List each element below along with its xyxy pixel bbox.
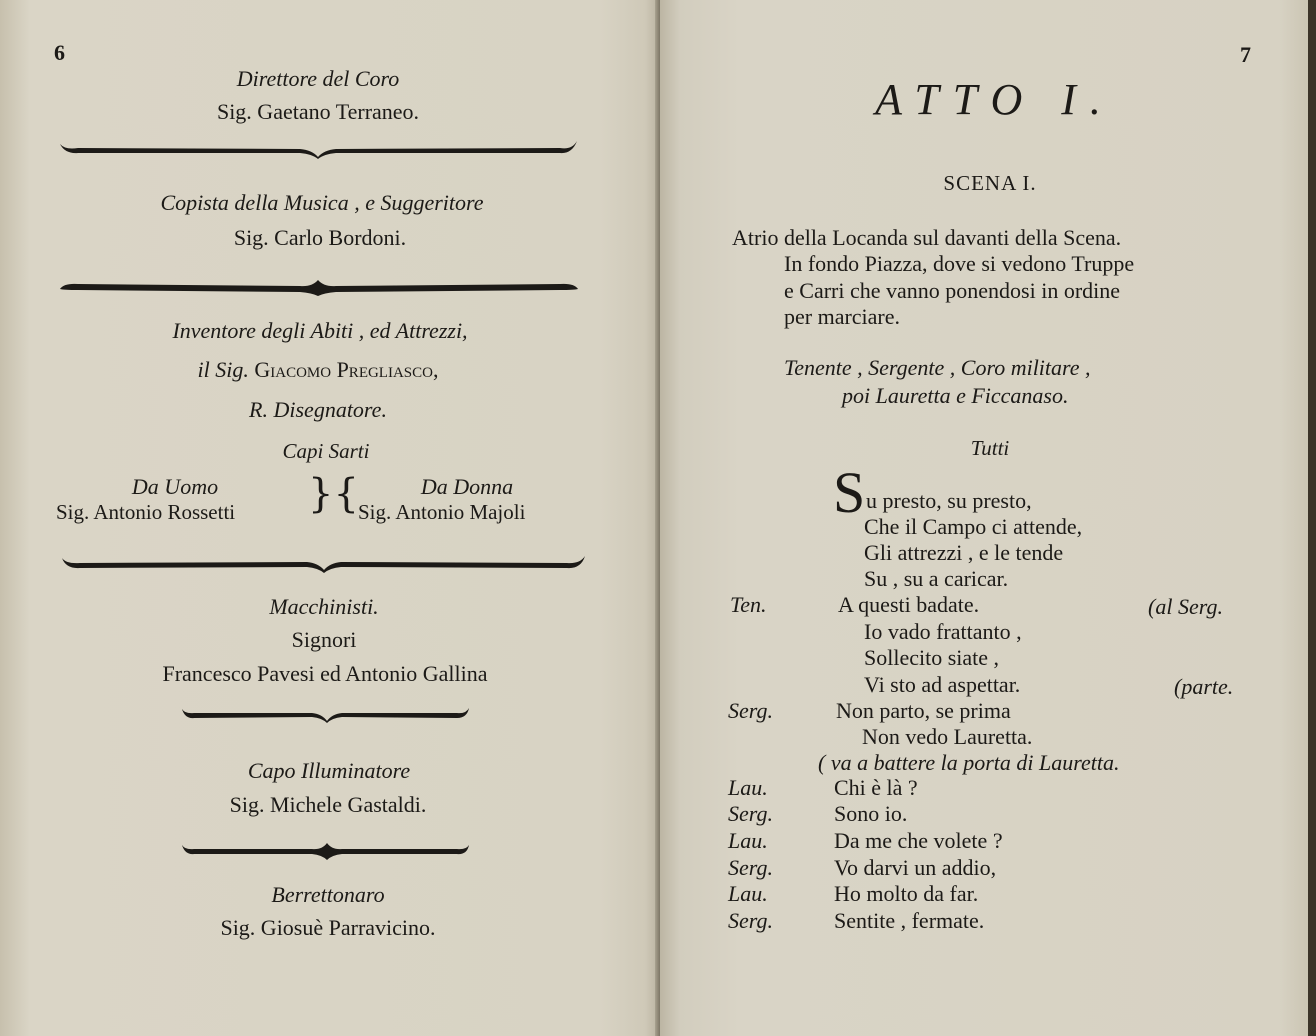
berrettonaro-role: Berrettonaro: [271, 882, 385, 907]
speaker-label: Lau.: [728, 775, 768, 800]
capi-sarti-uomo-name: Sig. Antonio Rossetti: [56, 500, 236, 524]
stage-direction: (al Serg.: [1148, 594, 1223, 619]
stage-direction: (parte.: [1174, 674, 1234, 699]
dialogue-line: Da me che volete ?: [834, 828, 1003, 853]
ornament-rule: [182, 703, 472, 725]
characters-line: Tenente , Sergente , Coro militare ,: [784, 355, 1091, 380]
verse-line: Che il Campo ci attende,: [864, 514, 1083, 539]
setting-line: e Carri che vanno ponendosi in ordine: [784, 278, 1121, 303]
inventore-role: Inventore degli Abiti , ed Attrezzi,: [172, 318, 468, 343]
setting-line: Atrio della Locanda sul davanti della Scena.: [732, 225, 1122, 250]
dialogue-line: A questi badate.: [838, 592, 980, 617]
dialogue-line: Chi è là ?: [834, 775, 918, 800]
inventore-name-line: [198, 357, 439, 383]
illuminatore-role: Capo Illuminatore: [247, 758, 411, 783]
page-number: 7: [1240, 42, 1251, 67]
drop-cap: S: [833, 460, 866, 525]
brace-icon: }{: [308, 471, 359, 517]
coro-role: Direttore del Coro: [236, 66, 400, 91]
dialogue-line: Sono io.: [834, 801, 908, 826]
coro-name: Sig. Gaetano Terraneo.: [216, 99, 420, 124]
inventore-title: R. Disegnatore.: [249, 397, 387, 422]
scene-title: SCENA I.: [943, 171, 1037, 195]
inventore-prefix: il Sig.: [197, 357, 249, 382]
setting-line: per marciare.: [784, 304, 901, 329]
capi-sarti-donna-label: Da Donna: [420, 474, 514, 499]
verse-line: Gli attrezzi , e le tende: [864, 540, 1064, 565]
speaker-label: Serg.: [728, 801, 774, 826]
characters-line: poi Lauretta e Ficcanaso.: [842, 383, 1069, 408]
macchinisti-role: Macchinisti.: [269, 594, 379, 619]
dialogue-line: Sollecito siate ,: [864, 645, 1000, 670]
act-title: ATTO I.: [875, 75, 1115, 124]
macchinisti-signori: Signori: [291, 627, 357, 652]
setting-line: In fondo Piazza, dove si vedono Truppe: [784, 251, 1135, 276]
dialogue-line: Vi sto ad aspettar.: [864, 672, 1021, 697]
berrettonaro-name: Sig. Giosuè Parravicino.: [220, 915, 436, 940]
dialogue-line: Non parto, se prima: [836, 698, 1011, 723]
capi-sarti-donna-name: Sig. Antonio Majoli: [358, 500, 526, 524]
copista-role: Copista della Musica , e Suggeritore: [160, 190, 484, 215]
dialogue-line: Ho molto da far.: [834, 881, 979, 906]
speaker-label: Serg.: [728, 698, 774, 723]
stage-direction: ( va a battere la porta di Lauretta.: [818, 750, 1120, 775]
capi-sarti-uomo-label: Da Uomo: [131, 474, 219, 499]
ornament-rule: [62, 553, 587, 575]
dialogue-line: Non vedo Lauretta.: [862, 724, 1033, 749]
illuminatore-name: Sig. Michele Gastaldi.: [229, 792, 427, 817]
speaker-label: Ten.: [730, 592, 767, 617]
macchinisti-names: Francesco Pavesi ed Antonio Gallina: [162, 661, 488, 686]
right-page: [660, 0, 1308, 1036]
verse-line: Su , su a caricar.: [864, 566, 1009, 591]
ornament-rule: [60, 138, 580, 160]
speaker-label: Lau.: [728, 828, 768, 853]
ornament-rule: [182, 840, 472, 862]
page-number: 6: [54, 40, 65, 65]
copista-name: Sig. Carlo Bordoni.: [233, 225, 407, 250]
speaker-label: Serg.: [728, 908, 774, 933]
tutti-label: Tutti: [970, 436, 1010, 460]
speaker-label: Serg.: [728, 855, 774, 880]
ornament-rule: [60, 277, 580, 299]
speaker-label: Lau.: [728, 881, 768, 906]
dialogue-line: Sentite , fermate.: [834, 908, 985, 933]
dialogue-line: Vo darvi un addio,: [834, 855, 997, 880]
inventore-name: Giacomo Pregliasco,: [254, 357, 439, 382]
dialogue-line: Io vado frattanto ,: [864, 619, 1022, 644]
verse-line: u presto, su presto,: [866, 488, 1032, 513]
capi-sarti-heading: Capi Sarti: [282, 439, 370, 463]
